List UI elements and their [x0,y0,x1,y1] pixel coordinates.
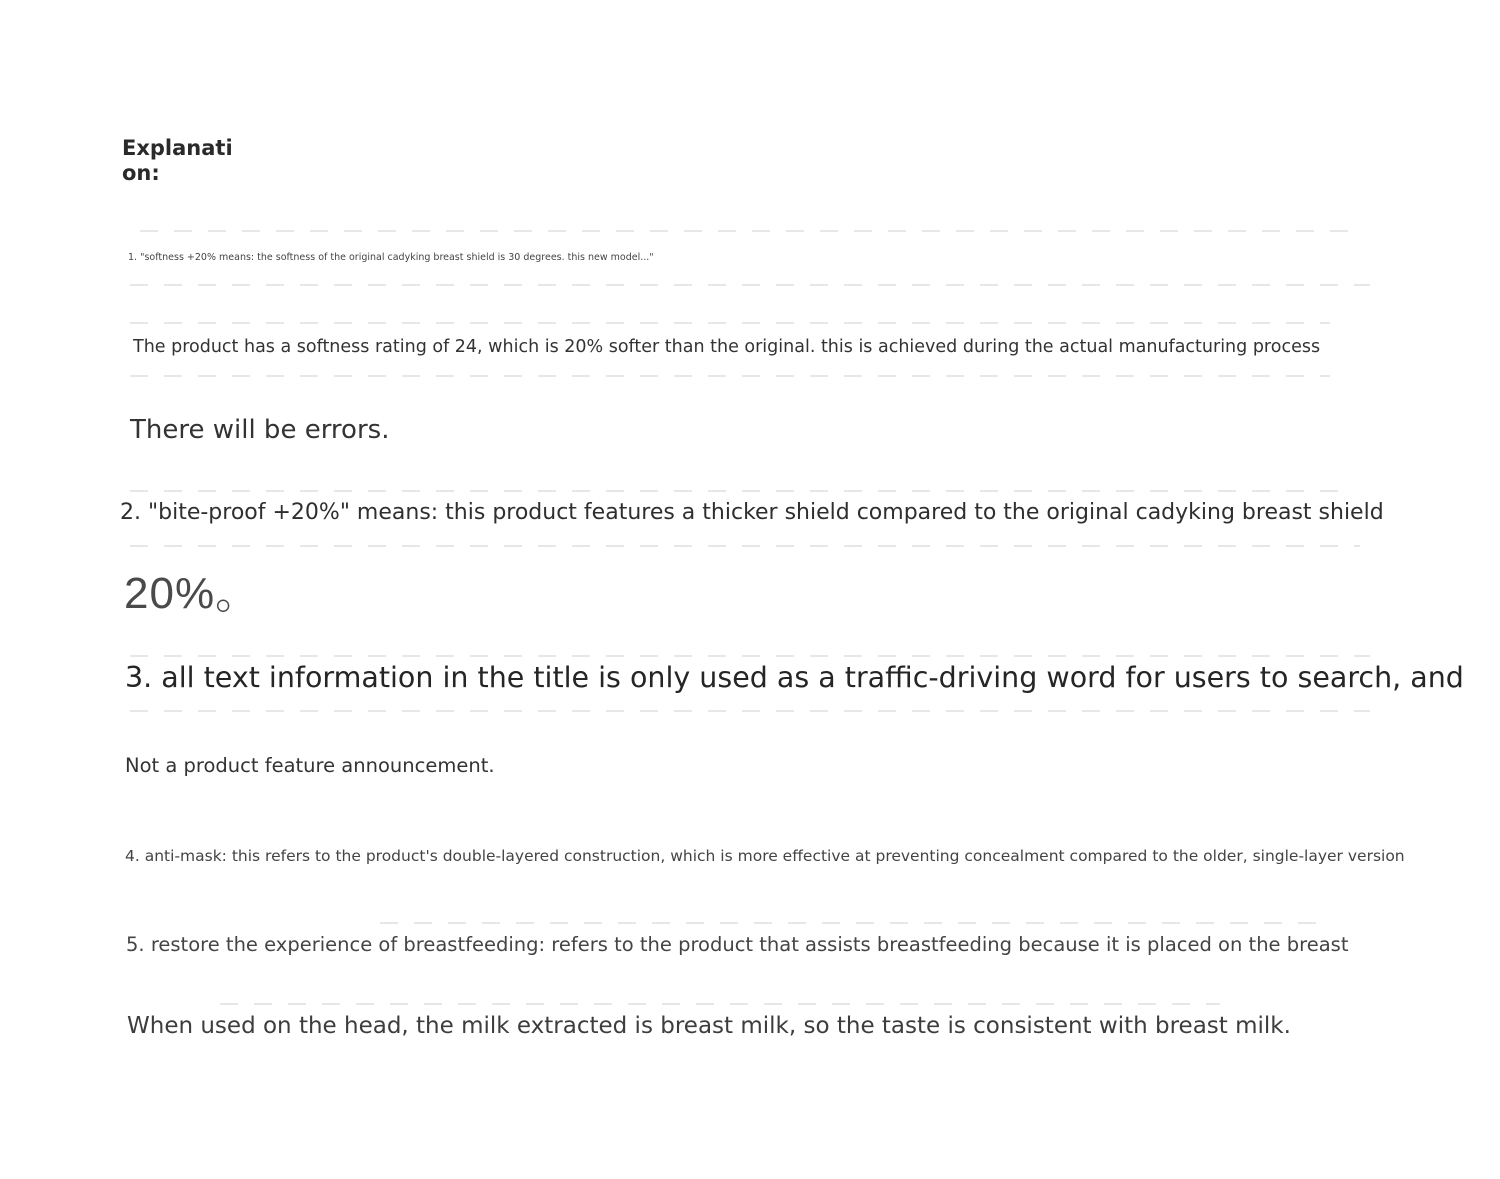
item-1-summary [128,252,654,263]
scan-artifact [380,922,1320,924]
item-2-value: 20%。 [124,569,261,618]
item-4-text [125,847,1405,866]
item-2-number: 2. [120,500,141,525]
item-3-number: 3. [125,661,153,694]
item-5-continuation: When used on the head, the milk extracted is breast milk, so the taste is consistent with breast milk. [127,1013,1291,1039]
item-2-body: "bite-proof +20%" means: this product features a thicker shield compared to the original cadyking breast shield [148,500,1384,525]
scan-artifact [130,490,1350,492]
item-1-detail: The product has a softness rating of 24, which is 20% softer than the original. this is achieved during the actual manufacturing process [133,337,1321,357]
item-1-summary-text: "softness +20% means: the softness of the original cadyking breast shield is 30 degrees. this new model..." [140,252,654,263]
item-4-number: 4. [125,847,140,865]
explanation-heading: Explanation: [122,136,233,185]
scan-artifact [140,230,1360,232]
item-3-body: all text information in the title is only used as a traffic-driving word for users to search, and [161,661,1464,694]
item-1-number: 1. [128,252,138,263]
item-1-continuation: There will be errors. [130,415,390,445]
scan-artifact [220,1003,1220,1005]
item-3-text [125,661,1464,695]
scan-artifact [130,375,1330,377]
item-5-number: 5. [126,933,145,956]
item-2-text [120,500,1384,526]
scan-artifact [130,322,1330,324]
scan-artifact [130,710,1370,712]
item-5-text [126,933,1348,956]
item-3-continuation: Not a product feature announcement. [125,754,495,777]
item-4-body: anti-mask: this refers to the product's double-layered construction, which is more effective at preventing concealment compared to the older, single-layer version [144,847,1405,865]
item-5-body: restore the experience of breastfeeding: refers to the product that assists breastfeeding because it is placed on the breast [150,933,1349,956]
scan-artifact [130,545,1360,547]
scan-artifact [130,284,1370,286]
scan-artifact [130,655,1370,657]
